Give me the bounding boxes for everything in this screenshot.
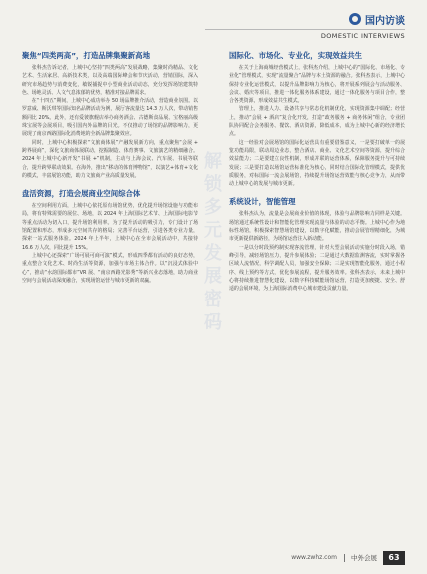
body-paragraph: 在关于上海商城经营模式上，张科杰介绍，上城中心的“国际化、市场化、专业化”管理模式，实现“流量聚合”品牌与本土资源的融合。张科杰表示，上城中心保持专业化运营模式，以提升品牌影响力为核心，将开展系列展会与活动服务、会议、婚庆等项目，推进一体化服务体系建设，通过一体化服务与项目合作，整合各类资源，形成效益共生模式。 bbox=[229, 65, 405, 105]
footer-divider bbox=[344, 554, 345, 562]
footer-url: www.zwhz.com bbox=[291, 554, 337, 561]
section-heading: 聚焦“四类两高”，打造品牌集聚新高地 bbox=[22, 51, 150, 60]
body-paragraph: 一是以分时段预约制实现客流管理，针对大型会展活动实施分时段入场，错峰引导，减轻场馆压力，提升参展体验；二是通过大数据监测客流，实时掌握各区域人流情况，科学调配人员，加强安全保障；三是实现智能化服务，通过小程序、线上预约等方式，优化参展流程，提升服务效率。张科杰表示，未来上城中心将持续推进智慧化建设，以数字科技赋能场馆运营，打造更加便捷、安全、舒适的会展环境，为上海国际消费中心城市建设贡献力量。 bbox=[229, 244, 405, 293]
vertical-watermark-title: 解锁多元发展密码 bbox=[204, 151, 222, 333]
right-column bbox=[229, 50, 405, 293]
body-paragraph: 管理上，推进人力、设备共享与常态化机制优化，实现资源集中调配；经营上，推动“会展 + 酒店”复合化开发，打造“政务服务 + 商务休闲”组合，专业团队协同配合会务服务、餐饮、酒店资源，降低成本，成为上城中心新的经济增长点。 bbox=[229, 106, 405, 138]
body-paragraph: 同时，上城中心积极探索“文旅商体展”产融发展新方向，重点聚焦“会展 + 跨界展商”，深化文旅商体展联动，挖掘制造、体育赛事、文旅演艺的精细融合。2024 年上城中心新开发“书展 +”机制，主动与上海会议、汽车展、书展等联合，提升跨界联动效果。在海外，推出“移动的体育博物馆”，以演艺+体育+文化的模式，丰富展馆功能，助力文旅商产业高质量发展。 bbox=[22, 139, 198, 179]
body-paragraph: 上城中心还探索“广场可展可商可演”模式，形成四季都有活动的良好态势，重点整合文化艺术、时尚生活等资源，加强与市场主体合作。以“沉浸式体验中心”，推动“水韵国际都市”VR 展、“南京西路光影秀”等新兴业态落地，助力商业空间与会展活动深度融合，实现场馆运营与城市更新的双赢。 bbox=[22, 252, 198, 284]
page-footer bbox=[0, 550, 427, 568]
body-paragraph: 在空间利用方面，上城中心依托原有场馆优势，优化提升场馆设施与功能布局，将有特殊需要的展位、场地，以 2024 年上海国际艺术节、上海国际电影节等重点活动为切入口，提升场馆利用率。为了提升活动的吸引力，专门设计了场馆配置和形态，形成多元空间共存的格局；完善平台运营，引进各类专业力量，探索一站式服务体验。2024 年上半年，上城中心在全市会展活动中，共接待 16.6 万人次，同比提升 15%。 bbox=[22, 203, 198, 251]
header-divider bbox=[205, 29, 405, 30]
body-paragraph: 张科杰认为，流量是会展商业价值的体现，体验与品牌影响力同样是关键。场馆通过系统性设计和智能化管理实现流量与体验的动态平衡。上城中心作为地标性场馆，积极探索智慧场馆建设，以数字化赋能，推动会展管理精细化，为城市更新提供新路径，为场馆运营注入新动能。 bbox=[229, 211, 405, 243]
section-heading: 系统设计，智能管理 bbox=[229, 197, 296, 207]
section-title: 国内访谈 bbox=[365, 15, 405, 27]
section-header bbox=[205, 12, 405, 44]
magazine-name: 中外会展 bbox=[351, 554, 377, 562]
page-number: 63 bbox=[383, 551, 405, 565]
section-title-row bbox=[349, 12, 405, 26]
section-subtitle: DOMESTIC INTERVIEWS bbox=[320, 32, 405, 40]
section-heading: 盘活资源，打造会展商业空间综合体 bbox=[22, 189, 141, 199]
body-paragraph: 这一经验对会展场馆的国际化运营具有重要借鉴意义，一是要打破单一的展览功能局限，联动周边业态，整合酒店、商业、文化艺术空间等资源，提升综合效益能力；二是要建立良性机制，形成并联的运营体系，保障服务提升与可持续发展；三是要打造以场馆运营标准化为核心，同时结合国际化管理模式，提供优质服务，对标国际一流会展场馆，持续提升场馆运营效能与核心竞争力，从而带动上城中心的发展与城市更新。 bbox=[229, 139, 405, 188]
body-paragraph: 张科杰告诉记者，上城中心坚持“四类两高”发展战略，集聚时尚精品、文化艺术、生活家居、高新技术类，以及高端国际峰会和节庆活动，营销国际，深入研究市场趋势与消费变化，敏锐捕捉中小型商业活动动态，充分发挥场馆建筑特色、场地灵活、人文气息浓郁的优势，精准对接品牌需求。 bbox=[22, 65, 198, 96]
section-heading: 国际化、市场化、专业化，实现效益共生 bbox=[229, 51, 363, 60]
chat-bubble-icon bbox=[349, 13, 361, 25]
body-paragraph: 在“十四五”期间，上城中心成功举办 50 场品牌推介活动，营造商业氛围。以罗意威、斯沃琪等国际知名品牌活动为例，展厅客流量达 14.3 万人次，带动销售额同比 20%。此外，还有爱彼旗舰店举办商务酒会、古德斯食品展、宝格丽高级珠宝展等会展项目，吸引国内外品牌的目光。不仅推动了场馆的品牌影响力，更展现了南京西路国际化消费地的全新品牌集聚效应。 bbox=[22, 98, 198, 138]
left-column bbox=[22, 50, 198, 285]
